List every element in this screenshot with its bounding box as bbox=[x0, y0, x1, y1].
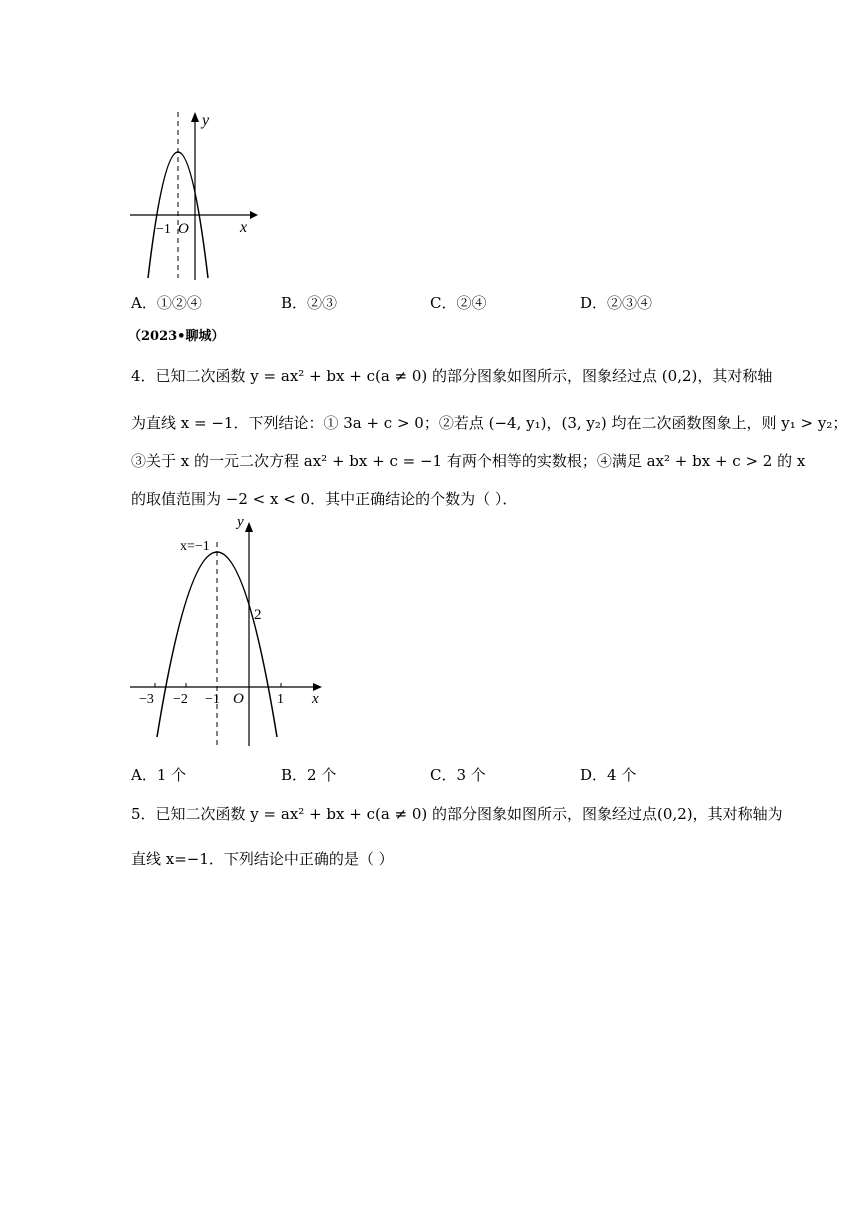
q4-option-b[interactable]: B．2 个 bbox=[281, 766, 337, 784]
q3-option-d[interactable]: D．②③④ bbox=[580, 294, 653, 312]
x-axis-label: x bbox=[312, 691, 319, 707]
q4-text-line-3: ③关于 x 的一元二次方程 ax² + bx + c = −1 有两个相等的实数根；④满足 ax² + bx + c > 2 的 x bbox=[131, 452, 806, 470]
y-axis-label: y bbox=[237, 514, 244, 530]
tick-label-1: 1 bbox=[277, 692, 284, 707]
q3-option-a[interactable]: A．①②④ bbox=[131, 294, 202, 312]
tick-label-neg2: −2 bbox=[173, 692, 188, 707]
q4-source-label: （2023•聊城） bbox=[128, 329, 225, 344]
q5-text-line-1: 5．已知二次函数 y = ax² + bx + c(a ≠ 0) 的部分图象如图所示，图象经过点(0,2)，其对称轴为 bbox=[131, 805, 783, 823]
q3-option-c[interactable]: C．②④ bbox=[430, 294, 487, 312]
tick-label-neg1: −1 bbox=[156, 222, 171, 237]
origin-label: O bbox=[233, 691, 244, 707]
y-axis-arrow-icon bbox=[191, 112, 199, 122]
q4-text-line-2: 为直线 x = −1．下列结论：① 3a + c > 0；②若点 (−4, y₁)，(3, y₂) 均在二次函数图象上，则 y₁ > y₂； bbox=[131, 414, 848, 432]
y-axis-label: y bbox=[202, 112, 210, 129]
x-axis-label: x bbox=[240, 219, 248, 236]
tick-label-neg1: −1 bbox=[205, 692, 220, 707]
q4-option-d[interactable]: D．4 个 bbox=[580, 766, 637, 784]
tick-label-neg3: −3 bbox=[139, 692, 154, 707]
y-intercept-label: 2 bbox=[254, 607, 262, 623]
q4-option-a[interactable]: A．1 个 bbox=[131, 766, 187, 784]
q4-parabola-graph bbox=[125, 510, 335, 750]
x-axis-arrow-icon bbox=[250, 211, 258, 219]
y-axis-arrow-icon bbox=[245, 522, 253, 532]
symmetry-axis-label: x=−1 bbox=[180, 539, 210, 554]
x-axis-arrow-icon bbox=[313, 683, 322, 691]
origin-label: O bbox=[178, 221, 189, 237]
q3-parabola-graph bbox=[120, 100, 270, 285]
q4-option-c[interactable]: C．3 个 bbox=[430, 766, 486, 784]
q4-text-line-1: 4．已知二次函数 y = ax² + bx + c(a ≠ 0) 的部分图象如图所示，图象经过点 (0,2)，其对称轴 bbox=[131, 367, 773, 385]
q5-text-line-2: 直线 x=−1．下列结论中正确的是（ ） bbox=[131, 850, 394, 868]
q4-text-line-4: 的取值范围为 −2 < x < 0．其中正确结论的个数为（ ）． bbox=[131, 490, 518, 508]
q3-option-b[interactable]: B．②③ bbox=[281, 294, 338, 312]
